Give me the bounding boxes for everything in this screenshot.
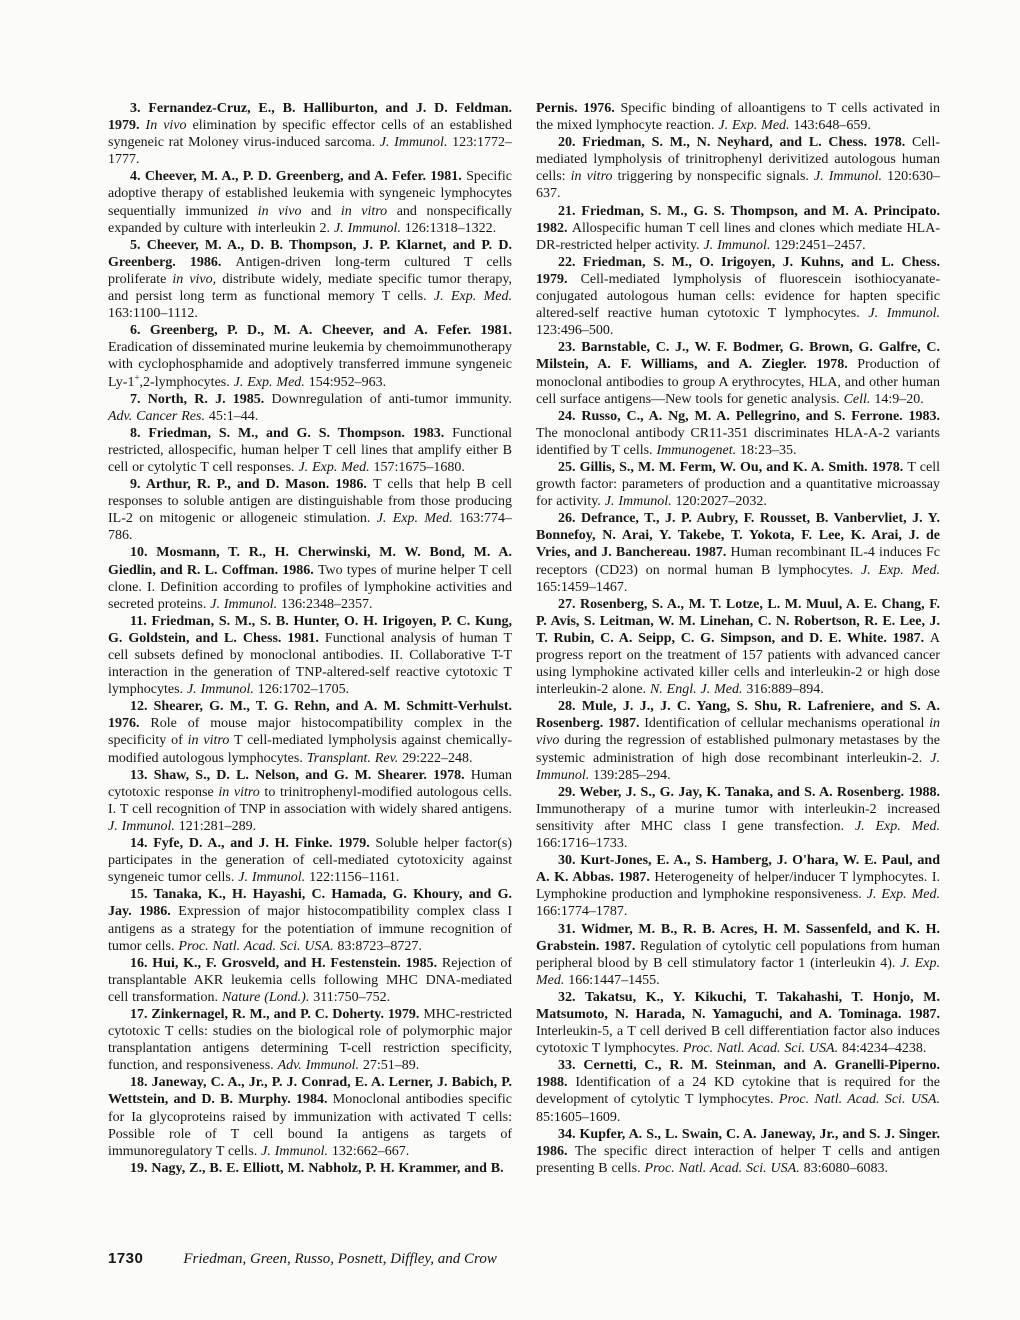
reference-item: 3. Fernandez-Cruz, E., B. Halliburton, and J. D. Feldman. 1979. In vivo elimination by specific effector cells of an established syngeneic rat Moloney virus-induced sarcoma. J. Immunol. 123:1772–1777. bbox=[108, 101, 513, 168]
reference-item: 32. Takatsu, K., Y. Kikuchi, T. Takahashi, T. Honjo, M. Matsumoto, N. Harada, N. Yamaguchi, and A. Tominaga. 1987. Interleukin-5, a T cell derived B cell differentiation factor also induces cytotoxic T lymphocytes. Proc. Natl. Acad. Sci. USA. 84:4234–4238. bbox=[536, 989, 940, 1057]
reference-item: 10. Mosmann, T. R., H. Cherwinski, M. W. Bond, M. A. Giedlin, and R. L. Coffman. 1986. Two types of murine helper T cell clone. I. Definition according to profiles of lymphokine activities and secreted proteins. J. Immunol. 136:2348–2357. bbox=[108, 545, 512, 612]
page-footer bbox=[108, 1250, 940, 1268]
reference-item: 4. Cheever, M. A., P. D. Greenberg, and A. Fefer. 1981. Specific adoptive therapy of established leukemia with syngeneic lymphocytes sequentially immunized in vivo and in vitro and nonspecifically expanded by culture with interleukin 2. J. Immunol. 126:1318–1322. bbox=[108, 169, 513, 236]
reference-item: 21. Friedman, S. M., G. S. Thompson, and M. A. Principato. 1982. Allospecific human T cell lines and clones which mediate HLA-DR-restricted helper activity. J. Immunol. 129:2451–2457. bbox=[536, 203, 940, 253]
reference-item: 8. Friedman, S. M., and G. S. Thompson. 1983. Functional restricted, allospecific, human helper T cell lines that amplify either B cell or cytolytic T cell responses. J. Exp. Med. 157:1675–1680. bbox=[108, 425, 512, 475]
reference-continuation: Pernis. 1976. Specific binding of alloantigens to T cells activated in the mixed lymphocyte reaction. J. Exp. Med. 143:648–659. bbox=[536, 101, 941, 134]
footer-running-authors: Friedman, Green, Russo, Posnett, Diffley, and Crow bbox=[183, 1251, 497, 1267]
reference-item: 17. Zinkernagel, R. M., and P. C. Doherty. 1979. MHC-restricted cytotoxic T cells: studies on the biological role of polymorphic major transplantation antigens determining T-cell restriction specificity, function, and responsiveness. Adv. Immunol. 27:51–89. bbox=[108, 1006, 512, 1074]
reference-item: 9. Arthur, R. P., and D. Mason. 1986. T cells that help B cell responses to soluble antigen are distinguishable from those producing IL-2 on mitogenic or allogeneic stimulation. J. Exp. Med. 163:774–786. bbox=[108, 477, 513, 544]
reference-item: 25. Gillis, S., M. M. Ferm, W. Ou, and K. A. Smith. 1978. T cell growth factor: parameters of production and a quantitative microassay for activity. J. Immunol. 120:2027–2032. bbox=[536, 459, 940, 510]
reference-item: 5. Cheever, M. A., D. B. Thompson, J. P. Klarnet, and P. D. Greenberg. 1986. Antigen-driven long-term cultured T cells proliferate in vivo, distribute widely, mediate specific tumor therapy, and persist long term as functional memory T cells. J. Exp. Med. 163:1100–1112. bbox=[108, 237, 512, 322]
reference-item: 20. Friedman, S. M., N. Neyhard, and L. Chess. 1978. Cell-mediated lympholysis of trinitrophenyl derivitized autologous human cells: in vitro triggering by nonspecific signals. J. Immunol. 120:630–637. bbox=[536, 135, 941, 202]
reference-item: 33. Cernetti, C., R. M. Steinman, and A. Granelli-Piperno. 1988. Identification of a 24 KD cytokine that is required for the development of cytolytic T lymphocytes. Proc. Natl. Acad. Sci. USA. 85:1605–1609. bbox=[536, 1058, 940, 1125]
reference-item: 28. Mule, J. J., J. C. Yang, S. Shu, R. Lafreniere, and S. A. Rosenberg. 1987. Identification of cellular mechanisms operational in vivo during the regression of established pulmonary metastases by the systemic administration of high dose recombinant interleukin-2. J. Immunol. 139:285–294. bbox=[536, 699, 940, 783]
reference-item: 15. Tanaka, K., H. Hayashi, C. Hamada, G. Khoury, and G. Jay. 1986. Expression of major histocompatibility complex class I antigens as a strategy for the potentiation of immune recognition of tumor cells. Proc. Natl. Acad. Sci. USA. 83:8723–8727. bbox=[108, 887, 512, 954]
reference-item: 13. Shaw, S., D. L. Nelson, and G. M. Shearer. 1978. Human cytotoxic response in vitro to trinitrophenyl-modified autologous cells. I. T cell recognition of TNP in association with widely shared antigens. J. Immunol. 121:281–289. bbox=[108, 767, 512, 834]
reference-item: 24. Russo, C., A. Ng, M. A. Pellegrino, and S. Ferrone. 1983. The monoclonal antibody CR11-351 discriminates HLA-A-2 variants identified by T cells. Immunogenet. 18:23–35. bbox=[536, 408, 940, 458]
references-right-column bbox=[536, 100, 940, 1177]
reference-item: 12. Shearer, G. M., T. G. Rehn, and A. M. Schmitt-Verhulst. 1976. Role of mouse major histocompatibility complex in the specificity of in vitro T cell-mediated lympholysis against chemically-modified autologous lymphocytes. Transplant. Rev. 29:222–248. bbox=[108, 699, 512, 766]
reference-item: 11. Friedman, S. M., S. B. Hunter, O. H. Irigoyen, P. C. Kung, G. Goldstein, and L. Chess. 1981. Functional analysis of human T cell subsets defined by monoclonal antibodies. II. Collaborative T-T interaction in the generation of TNP-altered-self reactive cytotoxic T lymphocytes. J. Immunol. 126:1702–1705. bbox=[108, 613, 512, 698]
references-left-column bbox=[108, 100, 512, 1177]
reference-item: 16. Hui, K., F. Grosveld, and H. Festenstein. 1985. Rejection of transplantable AKR leukemia cells following MHC DNA-mediated cell transformation. Nature (Lond.). 311:750–752. bbox=[108, 955, 512, 1005]
reference-item: 34. Kupfer, A. S., L. Swain, C. A. Janeway, Jr., and S. J. Singer. 1986. The specific direct interaction of helper T cells and antigen presenting B cells. Proc. Natl. Acad. Sci. USA. 83:6080–6083. bbox=[536, 1126, 940, 1176]
reference-item: 30. Kurt-Jones, E. A., S. Hamberg, J. O'hara, W. E. Paul, and A. K. Abbas. 1987. Heterogeneity of helper/inducer T lymphocytes. I. Lymphokine production and lymphokine responsiveness. J. Exp. Med. 166:1774–1787. bbox=[536, 853, 940, 920]
reference-item: 19. Nagy, Z., B. E. Elliott, M. Nabholz, P. H. Krammer, and B. bbox=[130, 1160, 504, 1176]
reference-item: 7. North, R. J. 1985. Downregulation of anti-tumor immunity. Adv. Cancer Res. 45:1–44. bbox=[108, 391, 512, 424]
reference-item: 6. Greenberg, P. D., M. A. Cheever, and A. Fefer. 1981. Eradication of disseminated murine leukemia by chemoimmunotherapy with cyclophosphamide and adoptively transferred immune syngeneic Ly-1+,2-lymphocytes. J. Exp. Med. 154:952–963. bbox=[108, 323, 512, 390]
reference-item: 26. Defrance, T., J. P. Aubry, F. Rousset, B. Vanbervliet, J. Y. Bonnefoy, N. Arai, Y. Takebe, T. Yokota, F. Lee, K. Arai, J. de Vries, and J. Banchereau. 1987. Human recombinant IL-4 induces Fc receptors (CD23) on normal human B lymphocytes. J. Exp. Med. 165:1459–1467. bbox=[536, 511, 940, 595]
reference-item: 29. Weber, J. S., G. Jay, K. Tanaka, and S. A. Rosenberg. 1988. Immunotherapy of a murine tumor with interleukin-2 increased sensitivity after MHC class I gene transfection. J. Exp. Med. 166:1716–1733. bbox=[536, 784, 940, 852]
footer-page-number: 1730 bbox=[108, 1250, 144, 1267]
reference-item: 27. Rosenberg, S. A., M. T. Lotze, L. M. Muul, A. E. Chang, F. P. Avis, S. Leitman, W. M. Linehan, C. N. Robertson, R. E. Lee, J. T. Rubin, C. A. Seipp, C. G. Simpson, and D. E. White. 1987. A progress report on the treatment of 157 patients with advanced cancer using lymphokine activated killer cells and interleukin-2 or high dose interleukin-2 alone. N. Engl. J. Med. 316:889–894. bbox=[536, 596, 940, 698]
reference-item: 22. Friedman, S. M., O. Irigoyen, J. Kuhns, and L. Chess. 1979. Cell-mediated lympholysis of fluorescein isothiocyanate-conjugated autologous human cells: evidence for hapten specific altered-self reactive human cytotoxic T lymphocytes. J. Immunol. 123:496–500. bbox=[536, 254, 940, 339]
reference-item: 23. Barnstable, C. J., W. F. Bodmer, G. Brown, G. Galfre, C. Milstein, A. F. Williams, and A. Ziegler. 1978. Production of monoclonal antibodies to group A erythrocytes, HLA, and other human cell surface antigens—New tools for genetic analysis. Cell. 14:9–20. bbox=[536, 340, 940, 407]
reference-item: 14. Fyfe, D. A., and J. H. Finke. 1979. Soluble helper factor(s) participates in the generation of cell-mediated cytotoxicity against syngeneic tumor cells. J. Immunol. 122:1156–1161. bbox=[108, 836, 512, 886]
reference-item: 31. Widmer, M. B., R. B. Acres, H. M. Sassenfeld, and K. H. Grabstein. 1987. Regulation of cytolytic cell populations from human peripheral blood by B cell stimulatory factor 1 (interleukin 4). J. Exp. Med. 166:1447–1455. bbox=[536, 921, 940, 988]
references-section bbox=[108, 100, 940, 1177]
reference-item: 18. Janeway, C. A., Jr., P. J. Conrad, E. A. Lerner, J. Babich, P. Wettstein, and D. B. Murphy. 1984. Monoclonal antibodies specific for Ia glycoproteins raised by immunization with activated T cells: Possible role of T cell bound Ia antigens as targets of immunoregulatory T cells. J. Immunol. 132:662–667. bbox=[108, 1075, 512, 1159]
